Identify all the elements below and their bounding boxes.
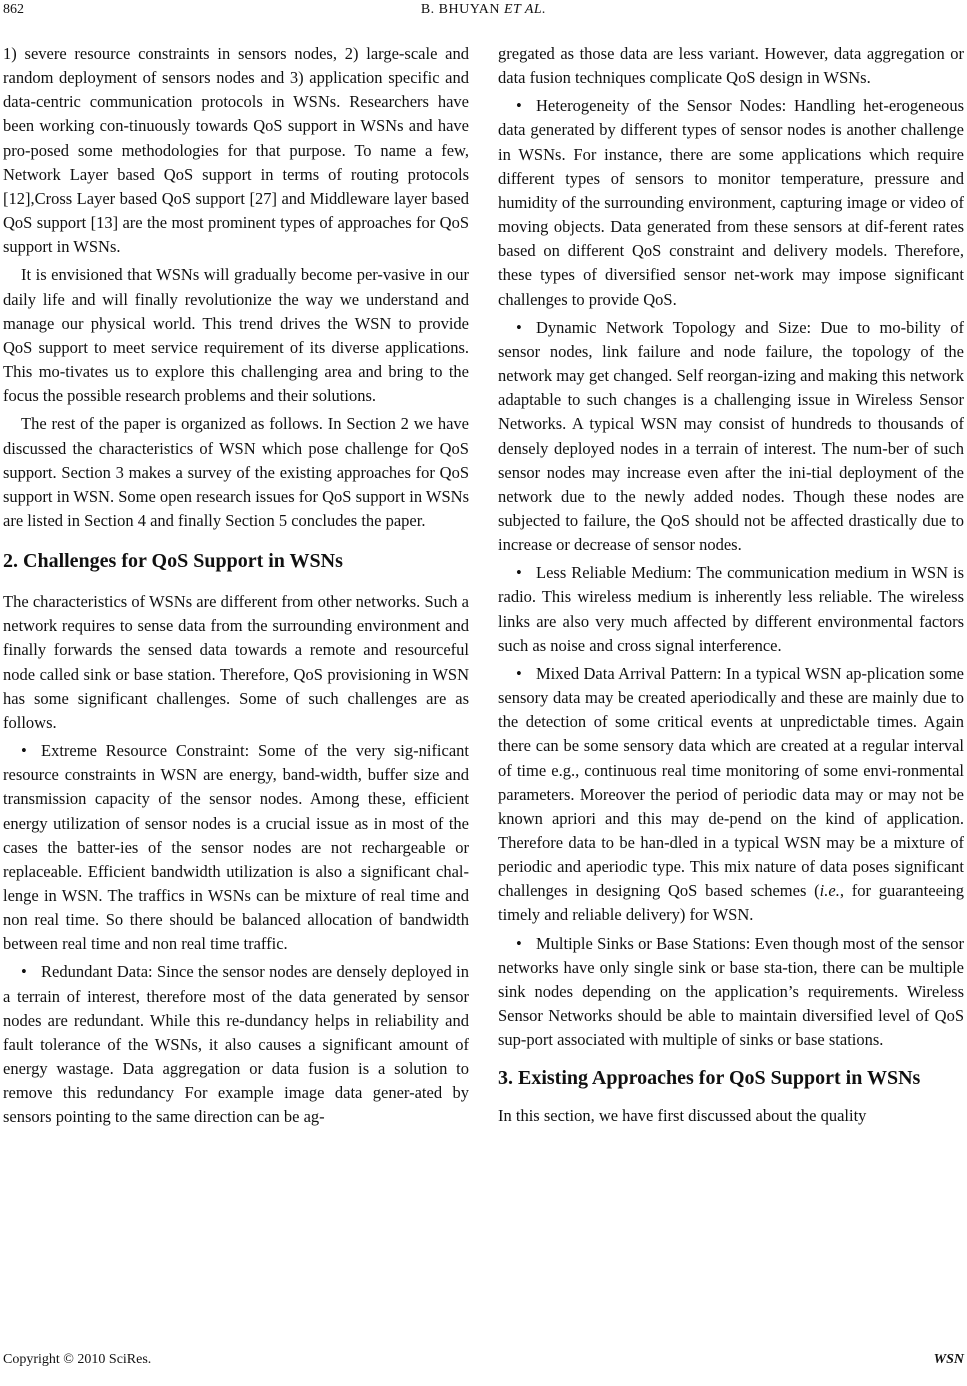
bullet-icon: •	[21, 741, 27, 761]
bullet-text: Mixed Data Arrival Pattern: In a typical WSN ap-plication some sensory data may be created aperiodically and these are mainly due to the detection of some critical events at unpredictable times. Again there can be some sensory data which are created at a regular interval of time e.g., continuous real time monitoring of some envi-ronmental parameters. Moreover the period of periodic data may or may not be known apriori and this may de-pend on the kind of application. Therefore data to be han-dled in a typical WSN may be a mixture of periodic and aperiodic type. This mix nature of data poses significant challenges in designing QoS based schemes (	[498, 663, 964, 901]
bullet-text: Less Reliable Medium: The communication medium in WSN is radio. This wireless medium is inherently less reliable. The wireless links are also very much affected by different environmental factors such as noise and cross signal interference.	[498, 563, 964, 655]
bullet-item	[498, 932, 964, 1053]
bullet-text: , for guaranteeing timely and reliable delivery) for WSN.	[498, 881, 964, 925]
running-header	[0, 0, 967, 26]
header-etal: ET AL.	[504, 2, 547, 17]
bullet-item	[3, 739, 469, 956]
paragraph: The characteristics of WSNs are different from other networks. Such a network requires to sense data from the surrounding environment and finally forwards the sensed data towards a remote and resourceful node called sink or base station. Therefore, QoS provisioning in WSN has some significant challenges. Some of such challenges are as follows.	[3, 592, 469, 732]
bullet-text: Dynamic Network Topology and Size: Due to mo-bility of sensor nodes, link failure and node failure, the topology of the network may get changed. Self reorgan-izing and making this network adaptable to such changes is a challenging issue in Wireless Sensor Networks. A typical WSN may consist of hundreds to thousands of densely deployed nodes in a terrain of interest. The num-ber of such sensor nodes may increase even after the ini-tial deployment of the network due to the newly added nodes. Though these nodes are subjected to failure, the QoS should not be affected drastically due to increase or decrease of sensor nodes.	[498, 317, 964, 555]
copyright: Copyright © 2010 SciRes.	[3, 1352, 152, 1367]
bullet-icon: •	[516, 96, 522, 116]
bullet-icon: •	[516, 663, 522, 683]
paragraph: 1) severe resource constraints in sensors nodes, 2) large-scale and random deployment of sensors nodes and 3) application specific and data-centric communication protocols in WSNs. Researchers have been working con-tinuously towards QoS support in WSNs and have pro-posed some methodologies for that purpose. To name a few, Network Layer based QoS support in terms of routing protocols [12],Cross Layer based QoS support [27] and Middleware layer based QoS support [13] are the most prominent types of approaches for QoS support in WSNs.	[3, 44, 469, 257]
section-heading: 3. Existing Approaches for QoS Support in WSNs	[498, 1067, 921, 1090]
right-column	[498, 42, 964, 1129]
paragraph: In this section, we have first discussed about the quality	[498, 1106, 867, 1126]
bullet-icon: •	[21, 962, 27, 982]
header-authors: B. BHUYAN	[420, 2, 500, 17]
bullet-item	[498, 94, 964, 311]
running-title	[0, 2, 967, 18]
bullet-item	[3, 960, 469, 1129]
bullet-text: Multiple Sinks or Base Stations: Even though most of the sensor networks have only single sink or base sta-tion, there can be multiple sink nodes depending on the application’s requirements. Wireless Sensor Networks should be able to maintain diversified level of QoS sup-port associated with multiple of sinks or base stations.	[498, 933, 964, 1050]
bullet-text: Redundant Data: Since the sensor nodes are densely deployed in a terrain of interest, therefore most of the data generated by sensor nodes are redundant. While this re-dundancy helps in reliability and fault tolerance of the WSNs, it also causes a significant amount of energy wastage. Data aggregation or data fusion is a solution to remove this redundancy For example image data gener-ated by sensors pointing to the same direction can be ag-	[3, 962, 469, 1127]
bullet-text: Heterogeneity of the Sensor Nodes: Handling het-erogeneous data generated by different types of sensor nodes is another challenge in WSNs. For instance, there are some applications which require different types of sensors to monitor temperature, pressure and humidity of the surrounding environment, capturing image or video of moving objects. Data generated from these sensors at dif-ferent rates based on different QoS constraint and delivery models. Therefore, these types of diversified sensor net-work may impose significant challenges to provide QoS.	[498, 96, 964, 309]
bullet-item	[498, 561, 964, 658]
paragraph: The rest of the paper is organized as follows. In Section 2 we have discussed the characteristics of WSN which pose challenge for QoS support. Section 3 makes a survey of the existing approaches for QoS support in WSN. Some open research issues for QoS support in WSNs are listed in Section 4 and finally Section 5 concludes the paper.	[3, 414, 469, 530]
bullet-icon: •	[516, 563, 522, 583]
bullet-item	[498, 316, 964, 558]
bullet-item	[498, 662, 964, 928]
bullet-text-italic: i.e.	[819, 881, 840, 901]
paragraph: gregated as those data are less variant. However, data aggregation or data fusion techniques complicate QoS design in WSNs.	[498, 44, 964, 88]
left-column	[3, 42, 469, 1130]
bullet-icon: •	[516, 317, 522, 337]
paragraph: It is envisioned that WSNs will gradually become per-vasive in our daily life and will finally revolutionize the way we understand and manage our physical world. This trend drives the WSN to provide QoS support to meet service requirement of its diverse applications. This mo-tivates us to explore this challenging area and bring to the focus the possible research problems and their solutions.	[3, 265, 469, 406]
journal-name: WSN	[933, 1352, 964, 1367]
page-number: 862	[3, 2, 24, 17]
bullet-text: Extreme Resource Constraint: Some of the very sig-nificant resource constraints in WSN are energy, band-width, buffer size and transmission capacity of the sensor nodes. Among these, efficient energy utilization of sensor nodes is a crucial issue as in most of the cases the batter-ies of the sensor nodes are not rechargeable or replaceable. Efficient bandwidth utilization is also a significant chal-lenge in WSN. The traffics in WSNs can be mixture of real time and non real time. So there should be balanced allocation of bandwidth between real time and non real time traffic.	[3, 741, 469, 954]
bullet-icon: •	[516, 933, 522, 953]
section-heading: 2. Challenges for QoS Support in WSNs	[3, 550, 343, 573]
